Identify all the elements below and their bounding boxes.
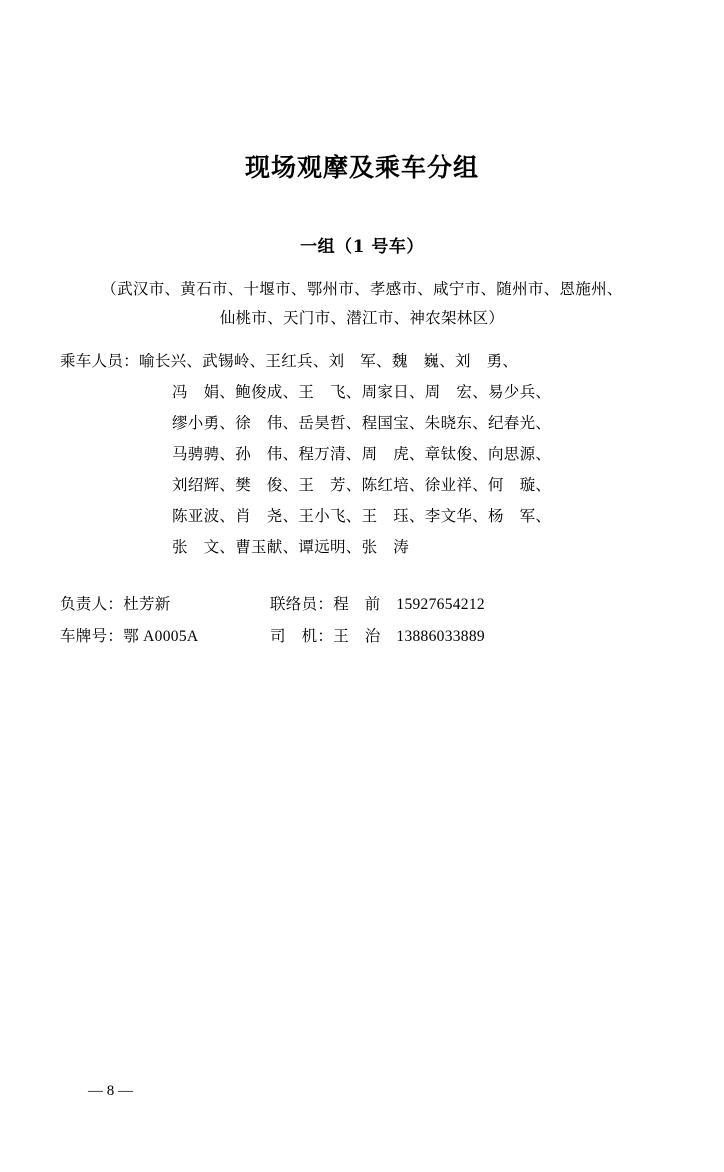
- leader-row: [60, 589, 664, 622]
- riders-line-row: 张 文、曹玉献、谭远明、张 涛: [172, 538, 410, 556]
- region-line-1: （武汉市、黄石市、十堰市、鄂州市、孝感市、咸宁市、随州市、恩施州、: [101, 281, 623, 298]
- riders-label: 乘车人员：: [60, 352, 140, 370]
- page-title: 现场观摩及乘车分组: [244, 153, 479, 182]
- riders-line-row: 马骋骋、孙 伟、程万清、周 虎、章钛俊、向思源、: [172, 445, 552, 463]
- section-spacer: [60, 563, 664, 589]
- liaison-label: 联络员：程 前 15927654212: [270, 595, 485, 613]
- vehicle-row: [60, 621, 664, 654]
- region-line-2: 仙桃市、天门市、潜江市、神农架林区）: [219, 310, 505, 328]
- riders-line: 喻长兴、武锡岭、王红兵、刘 军、魏 巍、刘 勇、: [139, 352, 519, 370]
- document-page: [0, 148, 724, 1172]
- riders-line-row: 缪小勇、徐 伟、岳昊哲、程国宝、朱晓东、纪春光、: [172, 414, 552, 432]
- plate-label: 车牌号：鄂 A0005A: [60, 628, 199, 646]
- driver-label: 司 机：王 治 13886033889: [270, 628, 485, 646]
- riders-line-row: 刘绍辉、樊 俊、王 芳、陈红培、徐业祥、何 璇、: [172, 476, 552, 494]
- leader-label: 负责人：杜芳新: [60, 595, 171, 613]
- page-number: — 8 —: [88, 1083, 133, 1099]
- group-heading: 一组（1 号车）: [300, 237, 424, 257]
- contact-block: [60, 589, 664, 654]
- riders-line-row: 陈亚波、肖 尧、王小飞、王 珏、李文华、杨 军、: [172, 507, 552, 525]
- riders-first-row: [60, 346, 664, 377]
- riders-line-row: 冯 娟、鲍俊成、王 飞、周家日、周 宏、易少兵、: [172, 383, 552, 401]
- riders-block: [60, 346, 664, 563]
